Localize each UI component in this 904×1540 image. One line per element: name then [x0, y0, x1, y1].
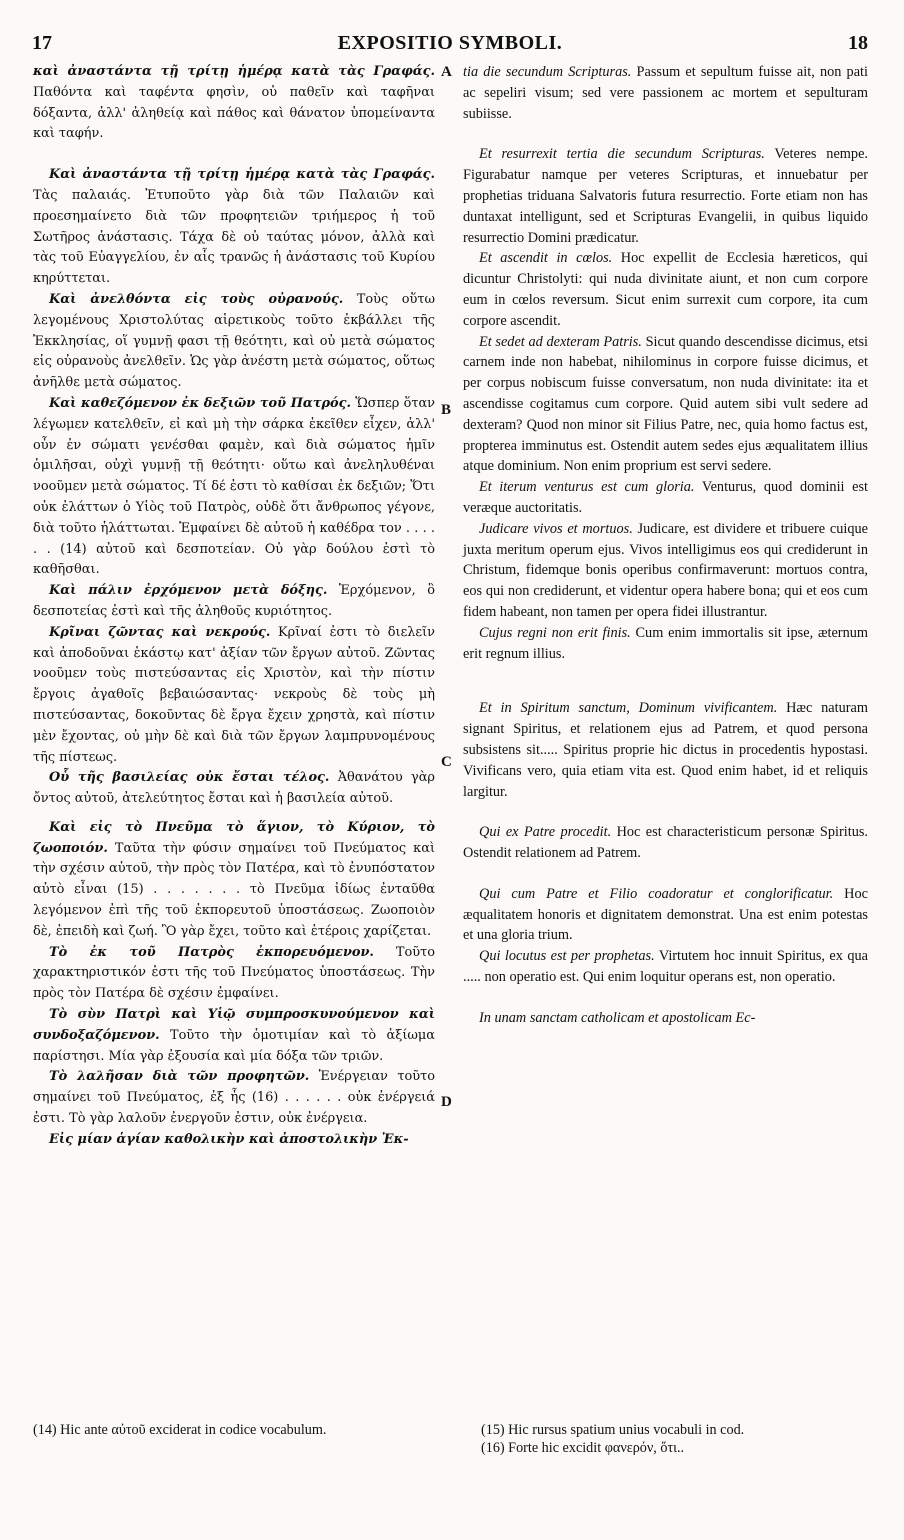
greek-paragraph: Τὸ λαλῆσαν διὰ τῶν προφητῶν. Ἐνέργειαν τοῦτο σημαίνει τοῦ Πνεύματος, ἐξ ἧς (16) . . . . . . οὐκ ἐνέργειά ἐστι. Τὸ γὰρ λαλοῦν ἐνεργοῦν ἐστιν, οὐκ ἐνέργεια. [33, 1069, 436, 1127]
latin-paragraph: Qui locutus est per prophetas. Virtutem hoc innuit Spiritus, ex qua ..... non operatio est. Qui enim loquitur operans est, non operatio. [463, 948, 868, 986]
greek-paragraph: Καὶ πάλιν ἐρχόμενον μετὰ δόξης. Ἐρχόμενον, ὃ δεσποτείας ἐστὶ καὶ τῆς ἀληθοῦς κυριότητος. [33, 583, 435, 619]
latin-paragraph: Et resurrexit tertia die secundum Scripturas. Veteres nempe. Figurabatur namque per veteres Scripturas, et innuebatur per prophetias triduana Salvatoris futura resurrectio. Forte etiam non has duntaxat intelligunt, sed et Scripturas Evangelii, in quibus liquido resurrectio Domini prædicatur. [463, 146, 868, 246]
latin-paragraph: Qui cum Patre et Filio coadoratur et conglorificatur. Hoc æqualitatem honoris et dignitatem demonstrat. Una est enim potestas et una gloria trium. [463, 885, 868, 944]
margin-letter-a: A [441, 64, 452, 80]
margin-letter-d: D [441, 1094, 452, 1110]
greek-paragraph: καὶ ἀναστάντα τῇ τρίτῃ ἡμέρᾳ κατὰ τὰς Γραφάς. Παθόντα καὶ ταφέντα φησὶν, οὐ παθεῖν καὶ ταφῆναι δόξαντα, ἀλλ' ἀληθείᾳ καὶ πάθος καὶ θάνατον ὑπομείναντα καὶ ταφήν. [33, 64, 435, 142]
latin-column [463, 62, 868, 1029]
footnote: (15) Hic rursus spatium unius vocabuli in cod. [481, 1422, 745, 1438]
latin-paragraph: In unam sanctam catholicam et apostolicam Ec- [479, 1009, 756, 1026]
greek-paragraph: Τὸ ἐκ τοῦ Πατρὸς ἐκπορευόμενον. Τοῦτο χαρακτηριστικόν ἐστι τῆς τοῦ Πνεύματος ὑποστάσεως. Τὴν πρὸς τὸν Πατέρα δὲ σχέσιν ἐμφαίνει. [33, 944, 435, 1002]
greek-paragraph: Καὶ εἰς τὸ Πνεῦμα τὸ ἅγιον, τὸ Κύριον, τὸ ζωοποιόν. Ταῦτα τὴν φύσιν σημαίνει τοῦ Πνεύματος καὶ τὴν σχέσιν αὐτοῦ, τὴν πρὸς τὸν Πατέρα, καὶ τὸ ἐνυπόστατον αὐτὸ εἶναι (15) . . . . . . . τὸ Πνεῦμα ἰδίως ἐνταῦθα λεγόμενον ἐπὶ τῆς τοῦ ἐκπορευτοῦ ὑποστάσεως. Ζωοποιὸν δὲ, ἐπειδὴ καὶ ζωή. Ὃ γὰρ ἔχει, τοῦτο καὶ ἑτέροις χαρίζεται. [33, 819, 435, 939]
margin-letter-b: B [441, 402, 452, 418]
greek-paragraph: Καὶ ἀνελθόντα εἰς τοὺς οὐρανούς. Τοὺς οὕτω λεγομένους Χριστολύτας αἱρετικοὺς τοῦτο ἐκβάλλει τῆς Ἐκκλησίας, οἵ γυμνῇ φασι τῇ θεότητι, καὶ οὐ μετὰ σώματος εἰς οὐρανοὺς ἀνελθεῖν. Ὡς γὰρ ἀνέστη μετὰ σώματος, οὕτως ἀνῆλθε μετὰ σώματος. [33, 291, 435, 391]
running-title: EXPOSITIO SYMBOLI. [337, 32, 563, 54]
page-header [32, 32, 868, 58]
greek-column [33, 62, 435, 1151]
greek-paragraph: Οὗ τῆς βασιλείας οὐκ ἔσται τέλος. Ἀθανάτου γὰρ ὄντος αὐτοῦ, ἀτελεύτητος ἔσται καὶ ἡ βασιλεία αὐτοῦ. [33, 770, 436, 807]
latin-paragraph: Qui ex Patre procedit. Hoc est characteristicum personæ Spiritus. Ostendit relationem ad Patrem. [463, 824, 868, 862]
footnote: (16) Forte hic excidit φανερόν, ὅτι.. [481, 1440, 685, 1456]
greek-paragraph: Εἰς μίαν ἁγίαν καθολικὴν καὶ ἀποστολικὴν Ἐκ- [49, 1131, 409, 1147]
latin-paragraph: Judicare vivos et mortuos. Judicare, est dividere et tribuere cuique juxta meritum operum ejus. Vivos intelligimus eos qui crediderunt in Christum, fidemque bonis operibus confirmaverunt: mortuos contra, eos qui non crediderunt, et videntur opera habere bona; qui et eos cum fidem habeant, non tamen per opera fidei illustrantur. [463, 520, 868, 620]
greek-paragraph: Καὶ καθεζόμενον ἐκ δεξιῶν τοῦ Πατρός. Ὥσπερ ὅταν λέγωμεν κατελθεῖν, εἰ καὶ μὴ τὴν σάρκα ἐκεῖθεν εἶχεν, ἀλλ' οὖν ἐν σώματι γενέσθαι φαμὲν, καὶ διὰ σώματος ἡμῖν ὁμιλῆσαι, οὐχὶ γυμνῇ τῇ θεότητι· οὕτω καὶ ἀνεληλυθέναι νοοῦμεν μετὰ σώματος. Τί δέ ἐστι τὸ καθίσαι ἐκ δεξιῶν; Ὅτι οὐκ ἐλάττων ὁ Υἱὸς τοῦ Πατρὸς, οὐδὲ ὅτι ἄνθρωπος γέγονε, διὰ τοῦτο ἠλάττωται. Ἐμφαίνει δὲ αὐτοῦ ἡ καθέδρα τον . . . . . . (14) αὐτοῦ καὶ δεσποτείαν. Οὐ γὰρ δούλου ἐστὶ τὸ καθῆσθαι. [33, 395, 436, 578]
latin-paragraph: Et in Spiritum sanctum, Dominum vivificantem. Hæc naturam signant Spiritus, et relationem ejus ad Patrem, et quod persona subsistens sit..... Spiritus proprie hic dictus in procedentis hypostasi. Vivificans vero, quia etiam vita est. Quod enim habet, id et reliquis largitur. [463, 700, 868, 800]
page-number-left: 17 [32, 32, 52, 54]
greek-paragraph: Κρῖναι ζῶντας καὶ νεκρούς. Κρῖναί ἐστι τὸ διελεῖν καὶ ἀποδοῦναι ἑκάστῳ κατ' ἀξίαν τῶν ἔργων αὐτοῦ. Ζῶντας νοοῦμεν τοὺς πιστεύσαντας εἰς Χριστὸν, καὶ τὴν πίστιν ἔργοις ἀγαθοῖς βεβαιώσαντας· νεκροὺς δὲ τοὺς μὴ πιστεύσαντας, δοκοῦντας δὲ ἔργα ἔχειν χρηστὰ, καὶ πίστιν μὲν ἔχοντας, οὐ μὴν δὲ καὶ διὰ τῶν ἔργων λαμπρυνομένους τῆς πίστεως. [33, 624, 435, 765]
footnotes-left [33, 1421, 433, 1439]
margin-letter-c: C [441, 754, 452, 770]
latin-paragraph: Cujus regni non erit finis. Cum enim immortalis sit ipse, æternum erit regnum illius. [463, 624, 868, 662]
greek-paragraph: Τὸ σὺν Πατρὶ καὶ Υἱῷ συμπροσκυνούμενον καὶ συνδοξαζόμενον. Τοῦτο τὴν ὁμοτιμίαν καὶ τὸ ἀξίωμα παρίστησι. Μία γὰρ ἐξουσία καὶ μία δόξα τῶν τριῶν. [33, 1007, 435, 1064]
latin-paragraph: Et iterum venturus est cum gloria. Venturus, quod dominii est veræque auctoritatis. [463, 479, 868, 516]
greek-paragraph: Καὶ ἀναστάντα τῇ τρίτῃ ἡμέρᾳ κατὰ τὰς Γραφάς. Τὰς παλαιάς. Ἐτυποῦτο γὰρ διὰ τῶν Παλαιῶν καὶ προεσημαίνετο διὰ τῶν προφητειῶν τριήμερος ἡ τοῦ Σωτῆρος ἀνάστασις. Τάχα δὲ οὐ ταύτας μόνον, ἀλλὰ καὶ τὰς τοῦ Εὐαγγελίου, ἐν αἷς τρανῶς ἡ ἀνάστασις τοῦ Κυρίου κηρύττεται. [33, 167, 435, 287]
latin-paragraph: Et sedet ad dexteram Patris. Sicut quando descendisse dicimus, etsi carnem inde non habebat, nihilominus in corpore fuisse dicimus, et per corpus nobiscum fuisse conversatum, non nuda divinitate: ita et ascendisse cogitamus cum corpore. Quid autem sibi vult sedere ad dexteram? Quod non minor sit Filius Patre, nec, quia homo factus est, propterea imminutus est. Ostendit autem sedes ejus æqualitatem illius atque dominium. Non enim proprium est servi sedere. [463, 333, 868, 475]
page-number-right: 18 [848, 32, 868, 54]
footnote: (14) Hic ante αὐτοῦ exciderat in codice vocabulum. [33, 1422, 327, 1438]
latin-paragraph: Et ascendit in cœlos. Hoc expellit de Ecclesia hæreticos, qui dicuntur Christolyti: qui nuda divinitate aiunt, et non cum corpore eum in cœlos reversum. Sicut enim surrexit cum corpore, ita cum corpore ascendit. [463, 250, 868, 329]
latin-paragraph: tia die secundum Scripturas. Passum et sepultum fuisse ait, non pati ac sepeliri visum; sed vere passionem ac mortem et sepulturam subiisse. [463, 64, 868, 122]
footnotes-right [481, 1421, 871, 1457]
